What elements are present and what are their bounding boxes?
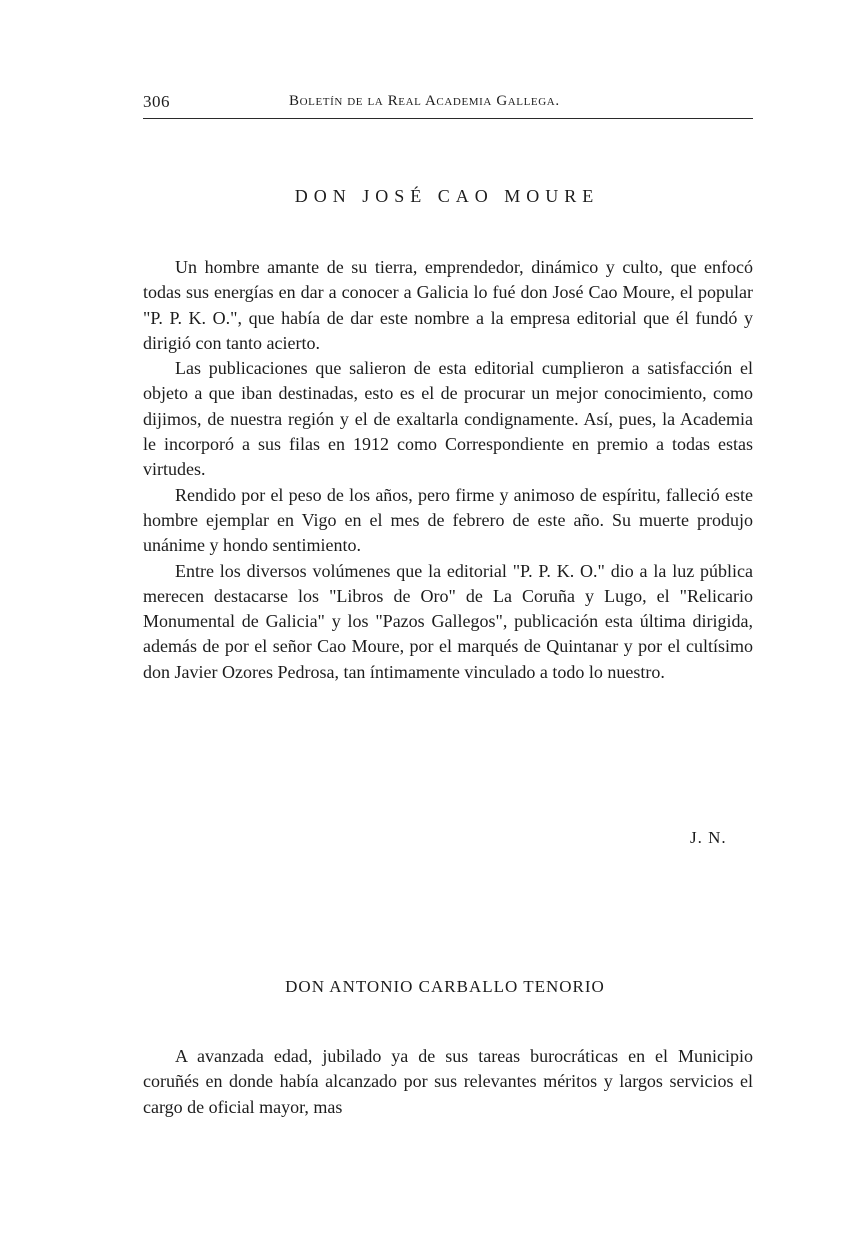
article-body bbox=[143, 255, 753, 685]
running-title: Boletín de la Real Academia Gallega. bbox=[289, 93, 560, 109]
paragraph: A avanzada edad, jubilado ya de sus tareas burocráticas en el Municipio coruñés en donde había alcanzado por sus relevantes méritos y largos servicios el cargo de oficial mayor, mas bbox=[143, 1046, 753, 1117]
paragraph: Un hombre amante de su tierra, emprendedor, dinámico y culto, que enfocó todas sus energías en dar a conocer a Galicia lo fué don José Cao Moure, el popular "P. P. K. O.", que había de dar este nombre a la empresa editorial que él fundó y dirigió con tanto acierto. bbox=[143, 257, 753, 353]
article-title: DON JOSÉ CAO MOURE bbox=[294, 186, 600, 206]
article-body bbox=[143, 1044, 753, 1120]
paragraph: Rendido por el peso de los años, pero firme y animoso de espíritu, falleció este hombre ejemplar en Vigo en el mes de febrero de este año. Su muerte produjo unánime y hondo sentimiento. bbox=[143, 484, 753, 556]
article-title: DON ANTONIO CARBALLO TENORIO bbox=[285, 977, 605, 996]
paragraph: Las publicaciones que salieron de esta editorial cumplieron a satisfacción el objeto a que iban destinadas, esto es el de procurar un mejor conocimiento, como dijimos, de nuestra región y el de exaltarla condignamente. Así, pues, la Academia le incorporó a sus filas en 1912 como Correspondiente en premio a todas estas virtudes. bbox=[143, 358, 753, 480]
paragraph: Entre los diversos volúmenes que la editorial "P. P. K. O." dio a la luz pública merecen destacarse los "Libros de Oro" de La Coruña y Lugo, el "Relicario Monumental de Galicia" y los "Pazos Gallegos", publicación esta última dirigida, además de por el señor Cao Moure, por el marqués de Quintanar y por el cultísimo don Javier Ozores Pedrosa, tan íntimamente vinculado a todo lo nuestro. bbox=[143, 560, 753, 682]
author-signature: J. N. bbox=[690, 828, 727, 847]
header-rule bbox=[143, 118, 753, 119]
page-header bbox=[143, 92, 753, 120]
page-number: 306 bbox=[143, 92, 170, 111]
